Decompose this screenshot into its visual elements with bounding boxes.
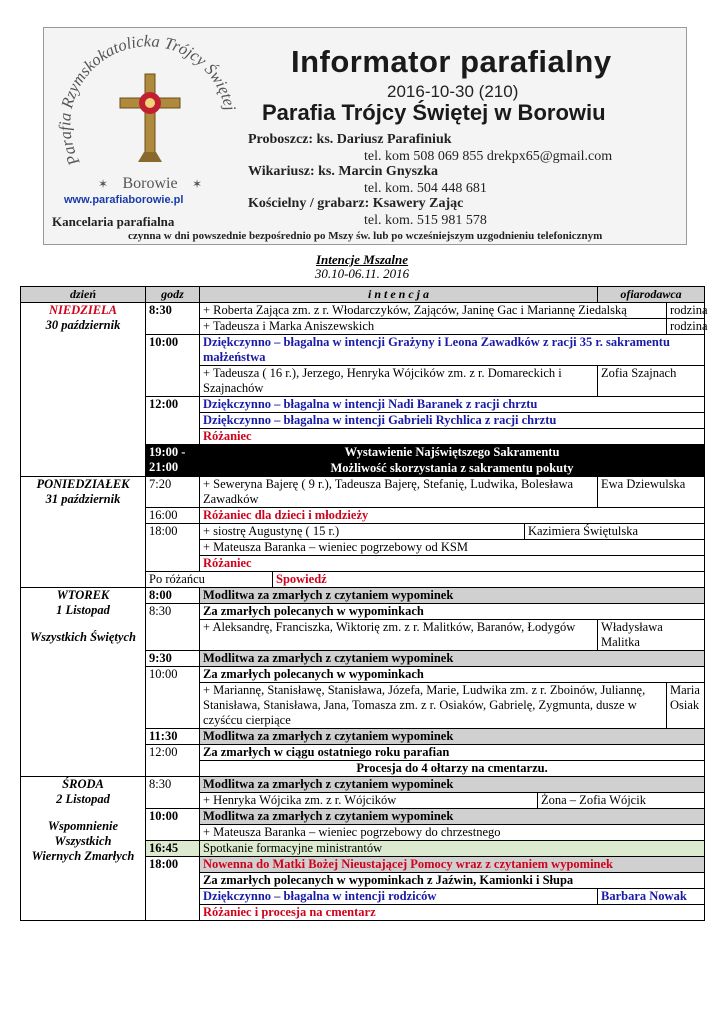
parish-seal-logo: [50, 32, 250, 212]
intention-cell: + Tadeusza ( 16 r.), Jerzego, Henryka Wójcików zm. z r. Domareckich i Szajnachów: [200, 366, 598, 397]
intention-cell: Różaniec: [200, 429, 705, 445]
intention-cell: Procesja do 4 ołtarzy na cmentarzu.: [200, 761, 705, 777]
time-cell: 10:00: [146, 809, 200, 841]
sexton-contact: tel. kom. 515 981 578: [364, 213, 487, 228]
intention-cell: Wystawienie Najświętszego Sakramentu: [200, 445, 705, 461]
office-hours: czynna w dni powszednie bezpośrednio po Mszy św. lub po wcześniejszym uzgodnieniu telefonicznym: [128, 230, 603, 242]
intention-cell: + Roberta Zająca zm. z r. Włodarczyków, Zająców, Janinę Gac i Mariannę Ziedalską: [200, 303, 667, 319]
intention-cell: Różaniec i procesja na cmentarz: [200, 905, 705, 921]
sexton-name: Kościelny / grabarz: Ksawery Zając: [248, 196, 464, 211]
intention-cell: Modlitwa za zmarłych z czytaniem wypominek: [200, 729, 705, 745]
intention-cell: Dziękczynno – błagalna w intencji rodziców: [200, 889, 598, 905]
intention-cell: + siostrę Augustynę ( 15 r.): [200, 524, 525, 540]
time-cell: 18:00: [146, 857, 200, 921]
time-cell: 12:00: [146, 397, 200, 445]
intention-cell: Dziękczynno – błagalna w intencji Gabrieli Rychlica z racji chrztu: [200, 413, 705, 429]
intention-cell: Za zmarłych w ciągu ostatniego roku parafian: [200, 745, 705, 761]
bulletin-date: 2016-10-30 (210): [387, 82, 519, 101]
day-date: 1 Listopad: [56, 603, 110, 617]
day-cell-monday: [21, 477, 146, 588]
time-cell: 8:30: [146, 604, 200, 651]
offerer-cell: rodzina: [667, 319, 705, 335]
day-name: NIEDZIELA: [48, 303, 118, 317]
time-cell: 19:00 - 21:00: [146, 445, 200, 477]
table-header-row: [21, 287, 705, 303]
intention-cell: Spowiedź: [273, 572, 705, 588]
section-date-range: 30.10-06.11. 2016: [314, 266, 410, 281]
offerer-cell: rodzina: [667, 303, 705, 319]
time-cell: 11:30: [146, 729, 200, 745]
day-date: 31 październik: [45, 492, 121, 506]
mass-intentions-table: [20, 286, 708, 921]
offerer-cell: Ewa Dziewulska: [598, 477, 705, 508]
time-cell: 16:00: [146, 508, 200, 524]
intention-cell: Modlitwa za zmarłych z czytaniem wypominek: [200, 809, 705, 825]
intention-cell: Różaniec dla dzieci i młodzieży: [200, 508, 705, 524]
table-row: [21, 303, 705, 319]
feast-name: Wspomnienie: [47, 819, 119, 833]
intention-cell: + Henryka Wójcika zm. z r. Wójcików: [200, 793, 538, 809]
day-date: 30 październik: [45, 318, 121, 332]
intention-cell: Dziękczynno – błagalna w intencji Nadi Baranek z racji chrztu: [200, 397, 705, 413]
col-offerer-header: ofiarodawca: [598, 287, 705, 303]
day-name: ŚRODA: [62, 777, 104, 791]
time-cell: 8:30: [146, 777, 200, 809]
feast-name: Wszystkich: [54, 834, 112, 848]
time-cell: 10:00: [146, 335, 200, 397]
feast-name: Wszystkich Świętych: [30, 630, 136, 644]
intention-cell: + Aleksandrę, Franciszka, Wiktorię zm. z r. Malitków, Baranów, Łodygów: [200, 620, 598, 651]
vicar-name: Wikariusz: ks. Marcin Gnyszka: [248, 164, 439, 179]
time-cell: 16:45: [146, 841, 200, 857]
offerer-cell: Władysława Malitka: [598, 620, 705, 651]
intention-cell: Różaniec: [200, 556, 705, 572]
col-time-header: godz: [146, 287, 200, 303]
intention-cell: Za zmarłych polecanych w wypominkach: [200, 604, 705, 620]
col-intention-header: i n t e n c j a: [200, 287, 598, 303]
day-name: PONIEDZIAŁEK: [36, 477, 130, 491]
offerer-cell: Barbara Nowak: [598, 889, 705, 905]
time-cell: 12:00: [146, 745, 200, 777]
header-banner: [43, 27, 687, 245]
intention-cell: Za zmarłych polecanych w wypominkach z Jaźwin, Kamionki i Słupa: [200, 873, 705, 889]
office-label: Kancelaria parafialna: [52, 214, 175, 229]
time-cell: 18:00: [146, 524, 200, 572]
parish-name: Parafia Trójcy Świętej w Borowiu: [262, 100, 606, 125]
star-icon: ✶: [98, 177, 109, 191]
intention-cell: Modlitwa za zmarłych z czytaniem wypominek: [200, 588, 705, 604]
day-cell-sunday: [21, 303, 146, 477]
pastor-name: Proboszcz: ks. Dariusz Parafiniuk: [248, 132, 452, 147]
day-name: WTOREK: [56, 588, 110, 602]
table-row: [21, 777, 705, 793]
day-cell-wednesday: [21, 777, 146, 921]
intention-cell: + Mateusza Baranka – wieniec pogrzebowy do chrzestnego: [200, 825, 705, 841]
website-link[interactable]: www.parafiaborowie.pl: [64, 194, 184, 206]
intention-cell: + Seweryna Bajerę ( 9 r.), Tadeusza Bajerę, Stefanię, Ludwika, Bolesława Zawadków: [200, 477, 598, 508]
cross-icon: [120, 74, 180, 162]
time-cell: 9:30: [146, 651, 200, 667]
day-cell-tuesday: [21, 588, 146, 777]
intention-cell: Nowenna do Matki Bożej Nieustającej Pomocy wraz z czytaniem wypominek: [200, 857, 705, 873]
intention-cell: Możliwość skorzystania z sakramentu pokuty: [200, 461, 705, 477]
table-row: [21, 477, 705, 508]
intention-cell: Modlitwa za zmarłych z czytaniem wypominek: [200, 777, 705, 793]
offerer-cell: Zofia Szajnach: [598, 366, 705, 397]
offerer-cell: Kazimiera Świętulska: [525, 524, 705, 540]
feast-name: Wiernych Zmarłych: [31, 849, 135, 863]
intention-cell: Dziękczynno – błagalna w intencji Grażyny i Leona Zawadków z racji 35 r. sakramentu małżeństwa: [200, 335, 705, 366]
col-day-header: dzień: [21, 287, 146, 303]
offerer-cell: Maria Osiak: [667, 683, 705, 729]
vicar-contact: tel. kom. 504 448 681: [364, 181, 487, 196]
seal-arc-text: Parafia Rzymskokatolicka Trójcy Świętej: [55, 32, 240, 169]
section-title: Intencje Mszalne: [315, 252, 409, 267]
intention-cell: Modlitwa za zmarłych z czytaniem wypominek: [200, 651, 705, 667]
offerer-cell: Żona – Zofia Wójcik: [538, 793, 705, 809]
intention-cell: + Mateusza Baranka – wieniec pogrzebowy od KSM: [200, 540, 705, 556]
seal-town: Borowie: [122, 175, 178, 192]
intention-cell: Za zmarłych polecanych w wypominkach: [200, 667, 705, 683]
intention-cell: + Mariannę, Stanisławę, Stanisława, Józefa, Marie, Ludwika zm. z r. Zboinów, Juliannę, Stanisława, Stanisława, Jana, Tomasza zm. z r. Osiaków, Gabrielę, Zygmunta, dusze w czyśćcu cierpiące: [200, 683, 667, 729]
pastor-contact: tel. kom 508 069 855 drekpx65@gmail.com: [364, 149, 613, 164]
day-date: 2 Listopad: [56, 792, 110, 806]
time-cell: Po różańcu: [146, 572, 273, 588]
table-row: [21, 588, 705, 604]
bulletin-title: Informator parafialny: [291, 44, 612, 79]
time-cell: 8:00: [146, 588, 200, 604]
intention-cell: Spotkanie formacyjne ministrantów: [200, 841, 705, 857]
time-cell: 10:00: [146, 667, 200, 729]
time-cell: 8:30: [146, 303, 200, 335]
intention-cell: + Tadeusza i Marka Aniszewskich: [200, 319, 667, 335]
star-icon: ✶: [192, 177, 203, 191]
time-cell: 7:20: [146, 477, 200, 508]
